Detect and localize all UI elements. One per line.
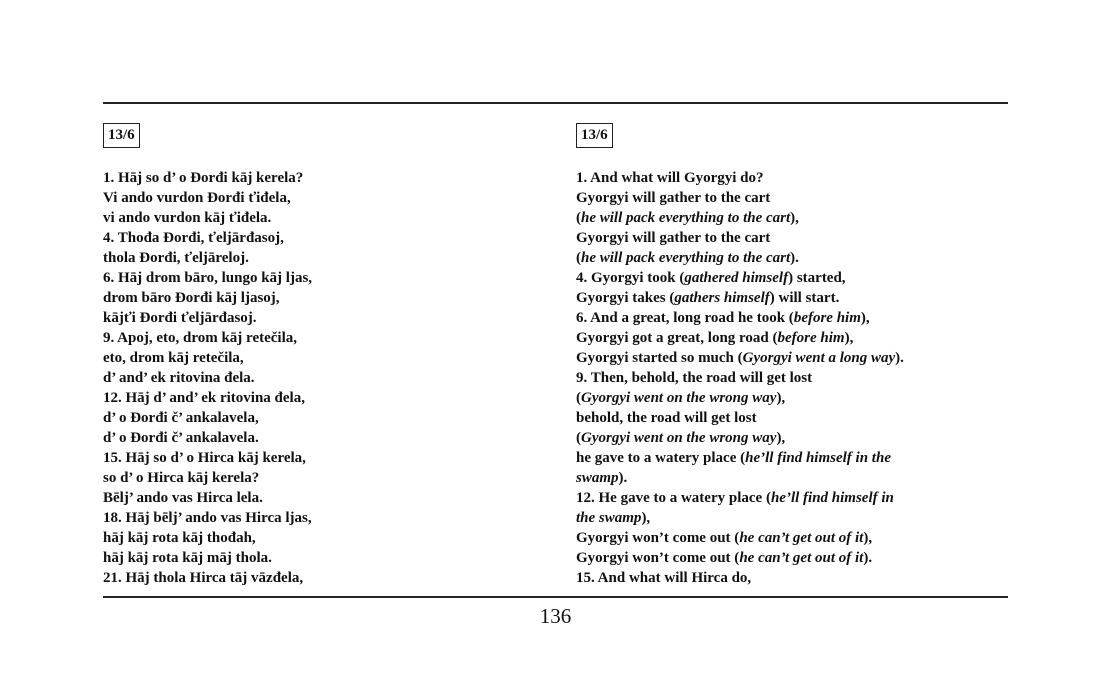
- italic-gloss: he will pack everything to the cart: [581, 210, 791, 226]
- italic-gloss: gathered himself: [684, 270, 789, 286]
- line-text: ).: [790, 250, 799, 266]
- bottom-rule: [103, 596, 1008, 598]
- line-text: ),: [844, 330, 854, 346]
- verse-line: thola Đorđi, ťeljāreloj.: [103, 250, 249, 266]
- italic-gloss: he will pack everything to the cart: [581, 250, 791, 266]
- translation-line: [576, 268, 1006, 288]
- translation-line: [576, 368, 1006, 388]
- italic-gloss: Gyorgyi went a long way: [742, 350, 896, 366]
- verse-line: 18. Hāj bēlj’ ando vas Hirca ljas,: [103, 510, 312, 526]
- line-text: 15. And what will Hirca do,: [576, 570, 752, 586]
- verse-line: 12. Hāj d’ and’ ek ritovina đela,: [103, 390, 305, 406]
- translation-line: [576, 228, 1006, 248]
- translation-line: [576, 208, 1006, 228]
- translation-line: [576, 468, 1006, 488]
- line-text: 9. Then, behold, the road will get lost: [576, 370, 813, 386]
- translation-line: [576, 188, 1006, 208]
- verse-line: Bēlj’ ando vas Hirca lela.: [103, 490, 263, 506]
- verse-line: d’ o Đorđi č’ ankalavela,: [103, 410, 259, 426]
- translation-line: [576, 508, 1006, 528]
- line-text: behold, the road will get lost: [576, 410, 757, 426]
- verse-line: d’ o Đorđi č’ ankalavela.: [103, 430, 259, 446]
- line-text: Gyorgyi will gather to the cart: [576, 230, 771, 246]
- line-text: Gyorgyi takes (: [576, 290, 675, 306]
- line-text: Gyorgyi will gather to the cart: [576, 190, 771, 206]
- verse-line: 4. Thođa Đorđi, ťeljārđasoj,: [103, 230, 284, 246]
- line-text: ).: [895, 350, 904, 366]
- verse-line: kājťi Đorđi ťeljārđasoj.: [103, 310, 257, 326]
- english-verse-lines: [576, 168, 1006, 588]
- verse-line: 21. Hāj thola Hirca tāj vāzđela,: [103, 570, 304, 586]
- italic-gloss: he’ll find himself in: [770, 490, 894, 506]
- italic-gloss: swamp: [576, 470, 619, 486]
- page-number: 136: [539, 604, 572, 628]
- translation-line: [576, 288, 1006, 308]
- verse-line: d’ and’ ek ritovina đela.: [103, 370, 255, 386]
- verse-line: so d’ o Hirca kāj kerela?: [103, 470, 260, 486]
- line-text: ) will start.: [769, 290, 840, 306]
- italic-gloss: Gyorgyi went on the wrong way: [581, 390, 777, 406]
- translation-line: [576, 568, 1006, 588]
- line-text: he gave to a watery place (: [576, 450, 746, 466]
- italic-gloss: gathers himself: [674, 290, 770, 306]
- line-text: ).: [618, 470, 628, 486]
- translation-line: [576, 168, 1006, 188]
- romani-text-column: [103, 123, 543, 588]
- italic-gloss: before him: [793, 310, 861, 326]
- italic-gloss: the swamp: [576, 510, 642, 526]
- translation-line: [576, 448, 1006, 468]
- verse-line: Vi ando vurdon Đorđi ťiđela,: [103, 190, 291, 206]
- line-text: 1. And what will Gyorgyi do?: [576, 170, 764, 186]
- italic-gloss: Gyorgyi went on the wrong way: [581, 430, 777, 446]
- line-text: ),: [860, 310, 870, 326]
- translation-line: [576, 528, 1006, 548]
- line-text: (: [576, 430, 581, 446]
- verse-line: 15. Hāj so d’ o Hirca kāj kerela,: [103, 450, 306, 466]
- line-text: ),: [776, 430, 786, 446]
- romani-verse-lines: [103, 168, 543, 588]
- line-text: 12. He gave to a watery place (: [576, 490, 771, 506]
- line-text: Gyorgyi won’t come out (: [576, 550, 740, 566]
- top-rule: [103, 102, 1008, 104]
- line-text: ),: [641, 510, 651, 526]
- italic-gloss: he can’t get out of it: [739, 530, 864, 546]
- translation-line: [576, 408, 1006, 428]
- line-text: (: [576, 250, 581, 266]
- line-text: ),: [776, 390, 786, 406]
- translation-line: [576, 428, 1006, 448]
- line-text: 4. Gyorgyi took (: [576, 270, 685, 286]
- verse-line: eto, drom kāj retečila,: [103, 350, 244, 366]
- line-text: Gyorgyi won’t come out (: [576, 530, 740, 546]
- english-translation-column: [576, 123, 1006, 588]
- translation-line: [576, 248, 1006, 268]
- verse-line: 1. Hāj so d’ o Đorđi kāj kerela?: [103, 170, 304, 186]
- line-text: Gyorgyi started so much (: [576, 350, 743, 366]
- line-text: ),: [790, 210, 799, 226]
- verse-line: hāj kāj rota kāj thođah,: [103, 530, 256, 546]
- translation-line: [576, 308, 1006, 328]
- italic-gloss: before him: [777, 330, 845, 346]
- translation-line: [576, 488, 1006, 508]
- song-number-box: 13/6: [103, 123, 140, 148]
- line-text: 6. And a great, long road he took (: [576, 310, 794, 326]
- verse-line: hāj kāj rota kāj māj thola.: [103, 550, 272, 566]
- verse-line: vi ando vurdon kāj ťiđela.: [103, 210, 272, 226]
- translation-line: [576, 328, 1006, 348]
- translation-line: [576, 348, 1006, 368]
- line-text: Gyorgyi got a great, long road (: [576, 330, 778, 346]
- line-text: ).: [863, 550, 873, 566]
- italic-gloss: he’ll find himself in the: [745, 450, 891, 466]
- verse-line: 6. Hāj drom bāro, lungo kāj ljas,: [103, 270, 313, 286]
- line-text: ),: [863, 530, 873, 546]
- song-number-box: 13/6: [576, 123, 613, 148]
- italic-gloss: he can’t get out of it: [739, 550, 864, 566]
- line-text: (: [576, 210, 581, 226]
- verse-line: 9. Apoj, eto, drom kāj retečila,: [103, 330, 297, 346]
- translation-line: [576, 388, 1006, 408]
- line-text: ) started,: [788, 270, 846, 286]
- translation-line: [576, 548, 1006, 568]
- line-text: (: [576, 390, 581, 406]
- verse-line: drom bāro Đorđi kāj ljasoj,: [103, 290, 280, 306]
